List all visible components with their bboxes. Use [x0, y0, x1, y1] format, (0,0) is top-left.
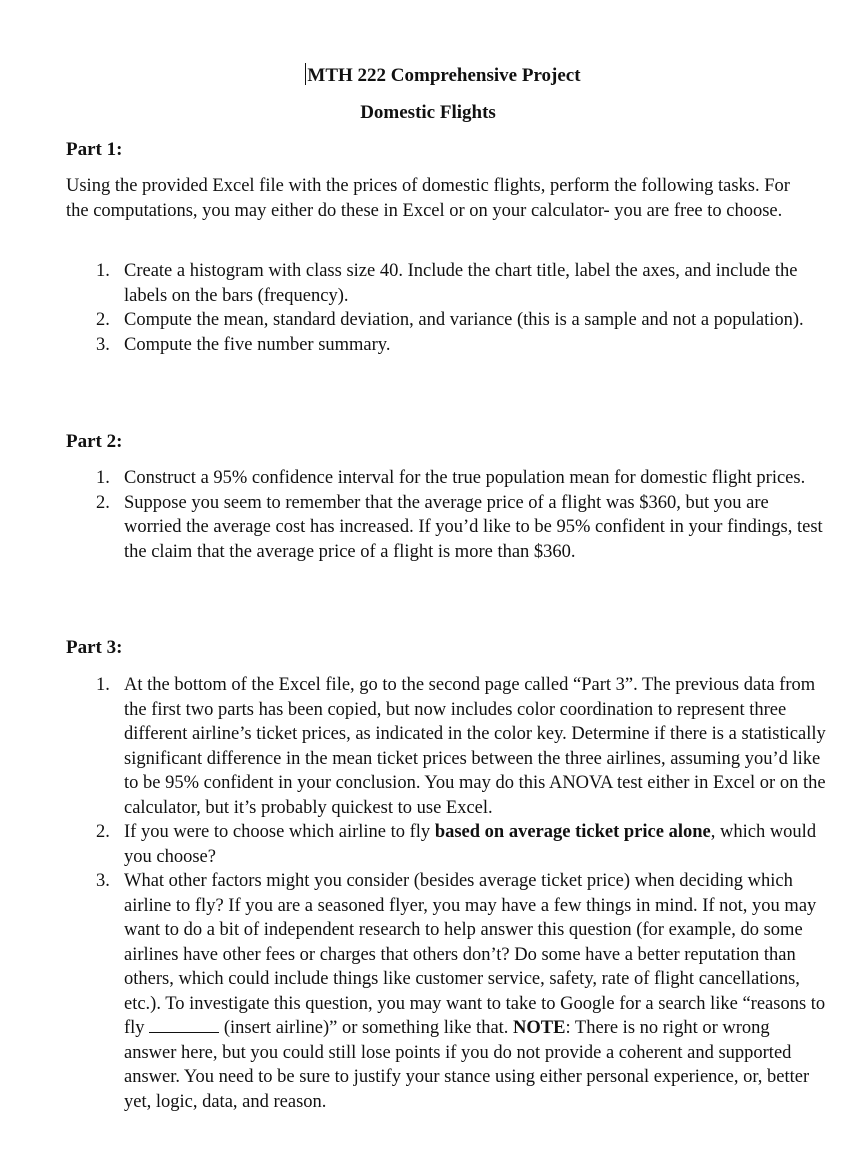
list-item: 2. Compute the mean, standard deviation, and variance (this is a sample and not a population). [96, 310, 804, 330]
list-item: 2. Suppose you seem to remember that the average price of a flight was $360, but you are worried the average cost has increased. If you’d like to be 95% confident in your findings, test the claim that the average price of a flight is more than $360. [96, 492, 823, 562]
fill-in-blank [149, 1016, 219, 1033]
list-item: 2. If you were to choose which airline to fly based on average ticket price alone, which would you choose? [96, 822, 817, 867]
list-item: 1. Construct a 95% confidence interval for the true population mean for domestic flight prices. [96, 468, 806, 488]
part1-intro: Using the provided Excel file with the prices of domestic flights, perform the following tasks. For the computations, you may either do these in Excel or on your calculator- you are free to choose. [66, 176, 790, 221]
list-item: 1. At the bottom of the Excel file, go to the second page called “Part 3”. The previous data from the first two parts has been copied, but now includes color coordination to represent three different airline’s ticket prices, as indicated in the color key. Determine if there is a statistically significant difference in the mean ticket prices between the three airlines, assuming you’d like to be 95% confident in your conclusion. You may do this ANOVA test either in Excel or on the calculator, but it’s probably quickest to use Excel. [96, 675, 826, 818]
list-item: 3. What other factors might you consider (besides average ticket price) when deciding which airline to fly? If you are a seasoned flyer, you may have a few things in mind. If not, you may want to do a bit of independent research to help answer this question (for example, do some airlines have other fees or charges that others don’t? Do some have a better reputation than others, which could include things like customer service, safety, rate of flight cancellations, etc.). To investigate this question, you may want to take to Google for a search like “reasons to fly (insert airline)” or something like that. NOTE: There is no right or wrong answer here, but you could still lose points if you do not provide a coherent and supported answer. You need to be sure to justify your stance using either personal experience, or, better yet, logic, data, and reason. [96, 871, 826, 1112]
part3-list [66, 673, 826, 1114]
part1-heading: Part 1: [66, 139, 123, 160]
part1-list [66, 259, 826, 357]
document-subtitle: Domestic Flights [360, 102, 496, 123]
part2-heading: Part 2: [66, 431, 123, 452]
emphasis-text: based on average ticket price alone [434, 822, 711, 842]
list-item: 1. Create a histogram with class size 40. Include the chart title, label the axes, and include the labels on the bars (frequency). [96, 261, 798, 306]
list-item: 3. Compute the five number summary. [96, 334, 391, 355]
part2-list [66, 466, 826, 564]
note-label: NOTE [513, 1018, 566, 1038]
part3-heading: Part 3: [66, 637, 123, 658]
document-title: MTH 222 Comprehensive Project [307, 65, 581, 86]
